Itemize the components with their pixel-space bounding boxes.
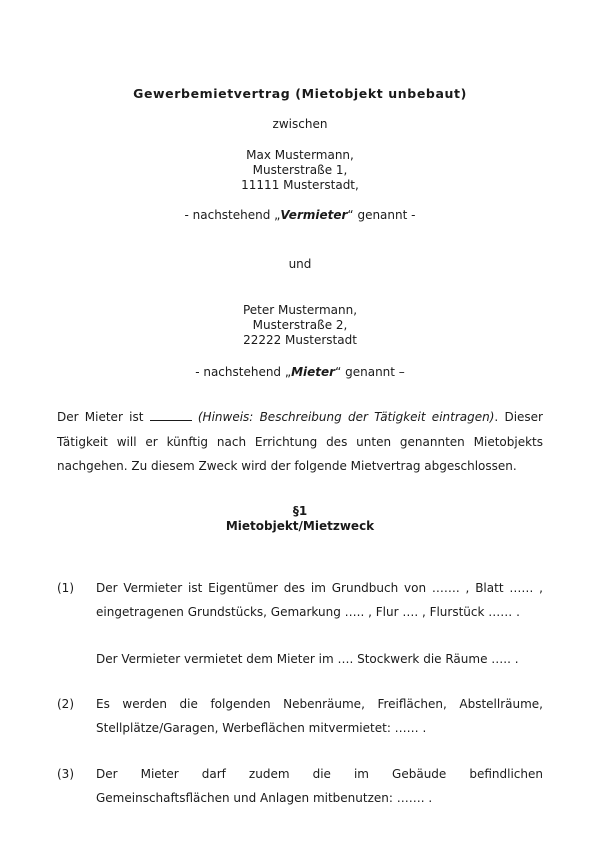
landlord-role-term: Vermieter — [280, 208, 348, 222]
tenant-role — [0, 364, 600, 380]
landlord-name: Max Mustermann, — [246, 148, 354, 162]
intro-paragraph — [57, 405, 543, 479]
item-3-number: (3) — [57, 767, 74, 781]
section-heading: Mietobjekt/Mietzweck — [225, 519, 375, 533]
item-1-extra: Der Vermieter vermietet dem Mieter im …. Stockwerk die Räume ….. . — [96, 652, 519, 666]
tenant-role-suffix: “ genannt – — [335, 365, 405, 379]
and-label: und — [288, 257, 312, 271]
landlord-role-suffix: “ genannt - — [347, 208, 416, 222]
intro-part1: Der Mieter ist — [57, 410, 144, 424]
landlord-role-prefix: - nachstehend „ — [184, 208, 281, 222]
between-label: zwischen — [272, 117, 328, 131]
item-3-text: Der Mieter darf zudem die im Gebäude befindlichen Gemeinschaftsflächen und Anlagen mitbenutzen: ……. . — [96, 767, 543, 805]
item-1-number: (1) — [57, 581, 74, 595]
item-2-number: (2) — [57, 697, 74, 711]
activity-blank — [150, 410, 192, 421]
tenant-city: 22222 Musterstadt — [243, 333, 357, 347]
section-number: §1 — [292, 504, 308, 518]
tenant-role-prefix: - nachstehend „ — [195, 365, 292, 379]
landlord-street: Musterstraße 1, — [252, 163, 348, 177]
landlord-city: 11111 Musterstadt, — [241, 178, 359, 192]
item-2-text: Es werden die folgenden Nebenräume, Freiflächen, Abstellräume, Stellplätze/Garagen, Werbeflächen mitvermietet: …… . — [96, 697, 543, 735]
document-title: Gewerbemietvertrag (Mietobjekt unbebaut) — [133, 86, 467, 101]
tenant-name: Peter Mustermann, — [242, 303, 358, 317]
tenant-street: Musterstraße 2, — [252, 318, 348, 332]
intro-hint: (Hinweis: Beschreibung der Tätigkeit eintragen) — [197, 410, 495, 424]
tenant-role-term: Mieter — [291, 365, 336, 379]
landlord-role — [0, 207, 600, 223]
intro-part2: . Dieser Tätigkeit will er künftig nach Errichtung des unten genannten Mietobjekts nachgehen. Zu diesem Zweck wird der folgende Mietvertrag abgeschlossen. — [57, 410, 543, 473]
item-1-text: Der Vermieter ist Eigentümer des im Grundbuch von ……. , Blatt …… , eingetragenen Grundstücks, Gemarkung ….. , Flur …. , Flurstück …… . — [96, 581, 543, 619]
